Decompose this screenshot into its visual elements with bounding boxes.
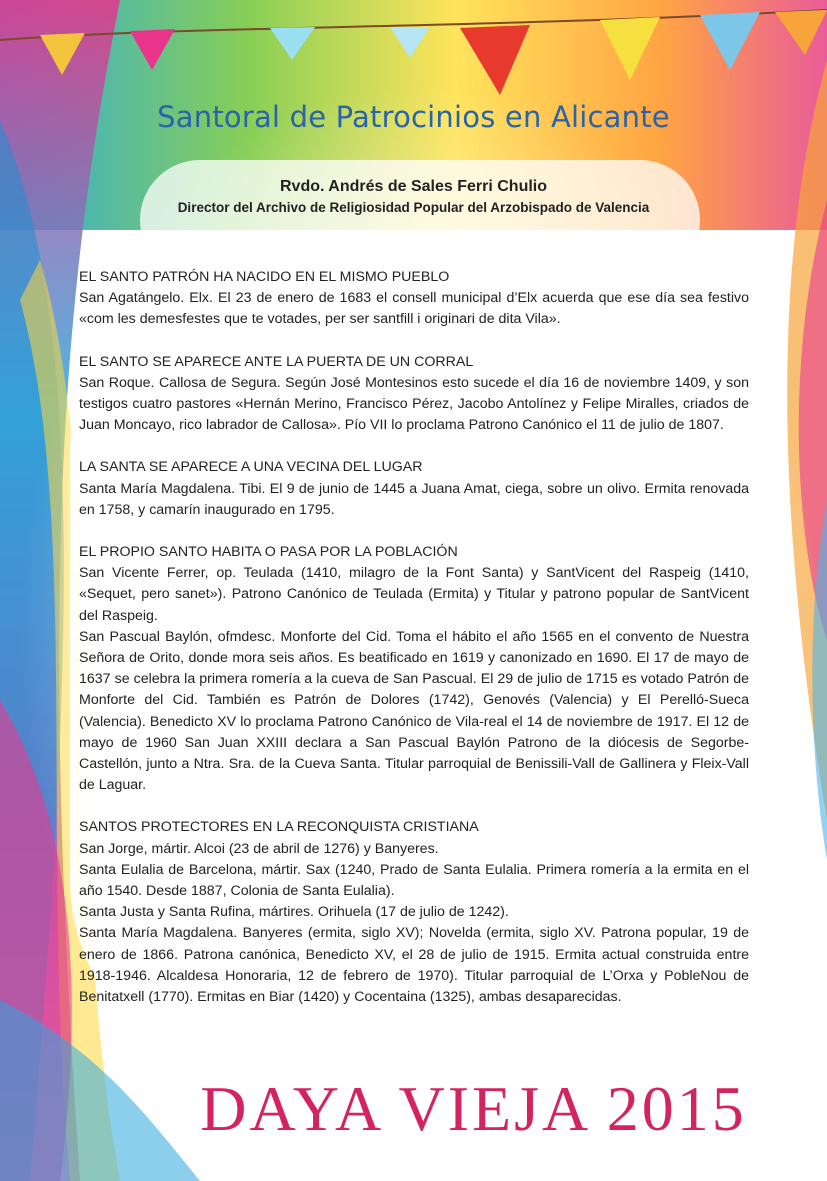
author-role: Director del Archivo de Religiosidad Popular del Arzobispado de Valencia — [177, 200, 650, 215]
section — [79, 457, 749, 521]
section-heading: SANTOS PROTECTORES EN LA RECONQUISTA CRISTIANA — [79, 819, 479, 836]
paragraph: Santa Justa y Santa Rufina, mártires. Orihuela (17 de julio de 1242). — [79, 904, 509, 921]
section-heading: EL PROPIO SANTO HABITA O PASA POR LA POBLACIÓN — [79, 544, 458, 561]
section — [79, 352, 749, 437]
paragraph: Santa María Magdalena. Tibi. El 9 de junio de 1445 a Juana Amat, ciega, sobre un olivo. Ermita renovada en 1758, y camarín inaugurado en 1795. — [79, 480, 749, 518]
paragraph: San Vicente Ferrer, op. Teulada (1410, milagro de la Font Santa) y SantVicent del Raspeig (1410, «Sequet, pero sanet»). Patrono Canónico de Teulada (Ermita) y Titular y patrono popular de SantVicent del Raspeig. — [79, 565, 749, 624]
paragraph: Santa María Magdalena. Banyeres (ermita, siglo XV); Novelda (ermita, siglo XV. Patrona popular, 19 de enero de 1866. Patrona canónica, Benedicto XV, el 28 de julio de 1915. Ermita actual construida entre 1918-1946. Alcaldesa Honoraria, 12 de febrero de 1970). Titular parroquial de L’Orxa y PobleNou de Benitatxell (1770). Ermitas en Biar (1420) y Cocentaina (1325), ambas desaparecidas. — [79, 925, 749, 1006]
section — [79, 267, 749, 331]
section-heading: EL SANTO SE APARECE ANTE LA PUERTA DE UN CORRAL — [79, 353, 474, 370]
paragraph: San Roque. Callosa de Segura. Según José Montesinos esto sucede el día 16 de noviembre 1409, y son testigos cuatro pastores «Hernán Merino, Francisco Pérez, Jacobo Antolínez y Felipe Miralles, criados de Juan Moncayo, rico labrador de Callosa». Pío VII lo proclama Patrono Canónico el 11 de julio de 1807. — [79, 374, 749, 434]
author-name: Rvdo. Andrés de Sales Ferri Chulio — [279, 178, 548, 195]
section — [79, 817, 749, 1008]
paragraph: San Pascual Baylón, ofmdesc. Monforte del Cid. Toma el hábito el año 1565 en el convento de Nuestra Señora de Orito, donde mora seis años. Es beatificado en 1619 y canonizado en 1690. El 17 de mayo de 1637 se celebra la primera romería a la cueva de San Pascual. El 29 de julio de 1715 es votado Patrón de Monforte del Cid. También es Patrón de Dolores (1742), Genovés (Valencia) y El Perelló-Sueca (Valencia). Benedicto XV lo proclama Patrono Canónico de Vila-real el 14 de noviembre de 1917. El 12 de mayo de 1960 San Juan XXIII declara a San Pascual Baylón Patrono de la diócesis de Segorbe-Castellón, junto a Ntra. Sra. de la Cueva Santa. Titular parroquial de Benissili-Vall de Gallinera y Fleix-Vall de Laguar. — [79, 628, 749, 794]
article-body — [79, 267, 749, 1029]
section — [79, 542, 749, 796]
paragraph: San Jorge, mártir. Alcoi (23 de abril de 1276) y Banyeres. — [79, 840, 439, 857]
footer-title: DAYA VIEJA 2015 — [200, 1073, 747, 1144]
section-heading: LA SANTA SE APARECE A UNA VECINA DEL LUGAR — [79, 459, 423, 476]
paragraph: San Agatángelo. Elx. El 23 de enero de 1683 el consell municipal d’Elx acuerda que ese día sea festivo «com les demesfestes que te votades, per ser santfill i originari de dita Vila». — [79, 290, 749, 328]
paragraph: Santa Eulalia de Barcelona, mártir. Sax (1240, Prado de Santa Eulalia. Primera romería a la ermita en el año 1540. Desde 1887, Colonia de Santa Eulalia). — [79, 861, 749, 900]
section-heading: EL SANTO PATRÓN HA NACIDO EN EL MISMO PUEBLO — [79, 269, 450, 285]
page-title: Santoral de Patrocinios en Alicante — [157, 100, 670, 134]
